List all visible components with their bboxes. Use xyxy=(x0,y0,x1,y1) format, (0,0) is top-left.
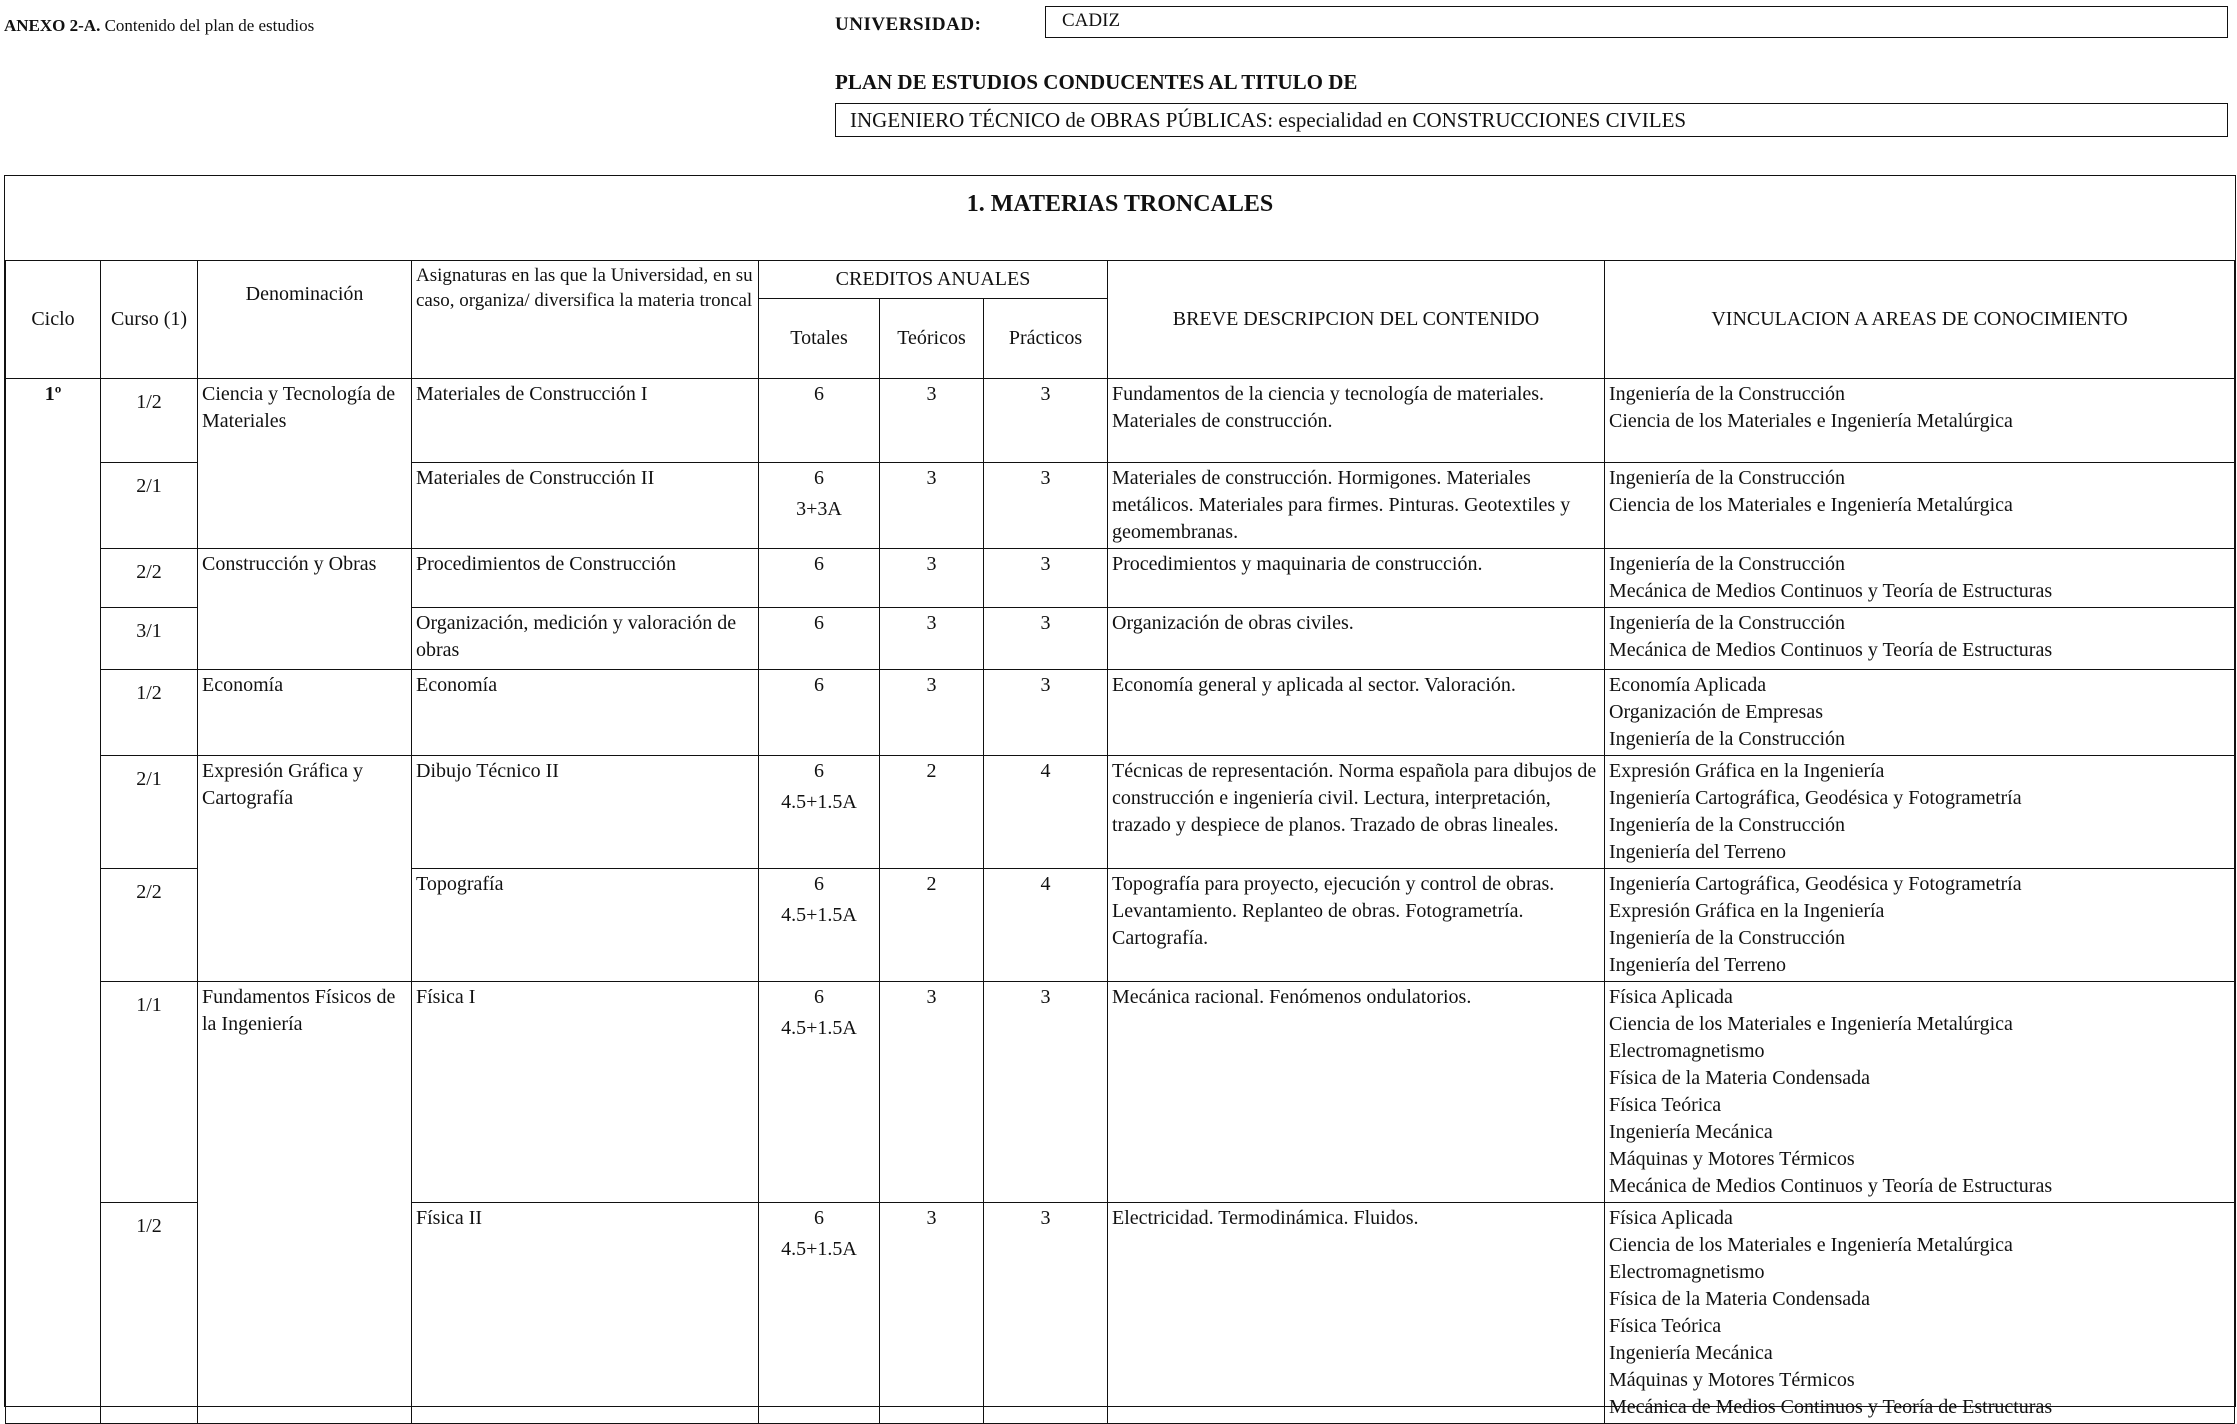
cell-areas xyxy=(1605,756,2235,869)
totales-value: 6 xyxy=(814,612,824,634)
totales-value: 6 xyxy=(814,760,824,782)
cell-teoricos: 3 xyxy=(880,549,984,608)
col-denominacion: Denominación xyxy=(198,261,412,379)
cell-totales xyxy=(759,549,880,608)
area-item: Mecánica de Medios Continuos y Teoría de Estructuras xyxy=(1609,1396,2053,1418)
cell-curso: 2/1 xyxy=(101,756,198,869)
cell-areas xyxy=(1605,463,2235,549)
university-label: UNIVERSIDAD: xyxy=(835,14,982,35)
area-item: Ciencia de los Materiales e Ingeniería Metalúrgica xyxy=(1609,494,2013,516)
col-practicos: Prácticos xyxy=(984,299,1108,379)
cell-denominacion: Construcción y Obras xyxy=(198,549,412,670)
cell-asignatura: Topografía xyxy=(412,869,759,982)
area-item: Ciencia de los Materiales e Ingeniería Metalúrgica xyxy=(1609,1013,2013,1035)
cell-practicos: 3 xyxy=(984,982,1108,1203)
totales-breakdown: 4.5+1.5A xyxy=(781,1017,857,1039)
cell-descripcion: Técnicas de representación. Norma española para dibujos de construcción e ingeniería civil. Lectura, interpretación, trazado y despiece de planos. Trazado de obras lineales. xyxy=(1108,756,1605,869)
col-teoricos: Teóricos xyxy=(880,299,984,379)
cell-asignatura: Física I xyxy=(412,982,759,1203)
area-item: Ingeniería de la Construcción xyxy=(1609,814,1846,836)
area-item: Física de la Materia Condensada xyxy=(1609,1067,1871,1089)
cell-asignatura: Física II xyxy=(412,1203,759,1424)
cell-practicos: 4 xyxy=(984,756,1108,869)
area-item: Ingeniería de la Construcción xyxy=(1609,728,1846,750)
area-item: Ingeniería Cartográfica, Geodésica y Fotogrametría xyxy=(1609,787,2022,809)
area-item: Ingeniería de la Construcción xyxy=(1609,383,1846,405)
cell-descripcion: Materiales de construcción. Hormigones. Materiales metálicos. Materiales para firmes. Pinturas. Geotextiles y geomembranas. xyxy=(1108,463,1605,549)
cell-asignatura: Organización, medición y valoración de obras xyxy=(412,608,759,670)
area-item: Física Teórica xyxy=(1609,1315,1722,1337)
area-item: Mecánica de Medios Continuos y Teoría de Estructuras xyxy=(1609,1175,2053,1197)
cell-curso: 2/1 xyxy=(101,463,198,549)
cell-descripcion: Organización de obras civiles. xyxy=(1108,608,1605,670)
area-item: Expresión Gráfica en la Ingeniería xyxy=(1609,760,1885,782)
col-ciclo: Ciclo xyxy=(6,261,101,379)
totales-value: 6 xyxy=(814,873,824,895)
cell-practicos: 3 xyxy=(984,549,1108,608)
area-item: Ciencia de los Materiales e Ingeniería Metalúrgica xyxy=(1609,410,2013,432)
cell-practicos: 4 xyxy=(984,869,1108,982)
cell-teoricos: 3 xyxy=(880,379,984,463)
area-item: Física de la Materia Condensada xyxy=(1609,1288,1871,1310)
cell-teoricos: 3 xyxy=(880,670,984,756)
cell-areas xyxy=(1605,670,2235,756)
cell-totales xyxy=(759,379,880,463)
area-item: Ciencia de los Materiales e Ingeniería Metalúrgica xyxy=(1609,1234,2013,1256)
cell-totales xyxy=(759,982,880,1203)
totales-breakdown: 4.5+1.5A xyxy=(781,904,857,926)
area-item: Electromagnetismo xyxy=(1609,1261,1765,1283)
cell-descripcion: Fundamentos de la ciencia y tecnología de materiales. Materiales de construcción. xyxy=(1108,379,1605,463)
totales-value: 6 xyxy=(814,986,824,1008)
area-item: Organización de Empresas xyxy=(1609,701,1823,723)
cell-practicos: 3 xyxy=(984,670,1108,756)
area-item: Máquinas y Motores Térmicos xyxy=(1609,1369,1855,1391)
area-item: Economía Aplicada xyxy=(1609,674,1767,696)
cell-descripcion: Procedimientos y maquinaria de construcción. xyxy=(1108,549,1605,608)
plan-title: PLAN DE ESTUDIOS CONDUCENTES AL TITULO DE xyxy=(835,70,1358,94)
cell-denominacion: Ciencia y Tecnología de Materiales xyxy=(198,379,412,549)
area-item: Ingeniería Cartográfica, Geodésica y Fotogrametría xyxy=(1609,873,2022,895)
cell-teoricos: 2 xyxy=(880,869,984,982)
area-item: Ingeniería Mecánica xyxy=(1609,1121,1773,1143)
area-item: Física Teórica xyxy=(1609,1094,1722,1116)
annex-text: Contenido del plan de estudios xyxy=(104,16,315,35)
totales-breakdown: 4.5+1.5A xyxy=(781,1238,857,1260)
area-item: Ingeniería de la Construcción xyxy=(1609,467,1846,489)
cell-areas xyxy=(1605,1203,2235,1424)
cell-teoricos: 3 xyxy=(880,1203,984,1424)
col-curso: Curso (1) xyxy=(101,261,198,379)
area-item: Ingeniería de la Construcción xyxy=(1609,553,1846,575)
area-item: Expresión Gráfica en la Ingeniería xyxy=(1609,900,1885,922)
cell-asignatura: Economía xyxy=(412,670,759,756)
cell-teoricos: 3 xyxy=(880,463,984,549)
cell-denominacion: Expresión Gráfica y Cartografía xyxy=(198,756,412,982)
table-row xyxy=(6,379,2235,463)
cell-curso: 1/1 xyxy=(101,982,198,1203)
cell-curso: 1/2 xyxy=(101,670,198,756)
cell-practicos: 3 xyxy=(984,608,1108,670)
area-item: Ingeniería del Terreno xyxy=(1609,954,1787,976)
totales-value: 6 xyxy=(814,553,824,575)
cell-totales xyxy=(759,608,880,670)
totales-value: 6 xyxy=(814,383,824,405)
cell-descripcion: Economía general y aplicada al sector. Valoración. xyxy=(1108,670,1605,756)
troncales-section xyxy=(4,175,2236,1418)
table-body xyxy=(6,379,2235,1424)
totales-breakdown: 4.5+1.5A xyxy=(781,791,857,813)
cell-curso: 2/2 xyxy=(101,869,198,982)
cell-asignatura: Materiales de Construcción I xyxy=(412,379,759,463)
col-creditos: CREDITOS ANUALES xyxy=(759,261,1108,299)
cell-asignatura: Procedimientos de Construcción xyxy=(412,549,759,608)
area-item: Máquinas y Motores Térmicos xyxy=(1609,1148,1855,1170)
cell-teoricos: 3 xyxy=(880,982,984,1203)
cell-practicos: 3 xyxy=(984,1203,1108,1424)
table-row xyxy=(6,670,2235,756)
section-title: 1. MATERIAS TRONCALES xyxy=(966,191,1274,217)
cell-totales xyxy=(759,756,880,869)
cell-areas xyxy=(1605,608,2235,670)
cell-practicos: 3 xyxy=(984,379,1108,463)
area-item: Ingeniería del Terreno xyxy=(1609,841,1787,863)
col-totales: Totales xyxy=(759,299,880,379)
annex-label: ANEXO 2-A. xyxy=(4,16,101,35)
subjects-table xyxy=(5,260,2235,1424)
degree-field: INGENIERO TÉCNICO de OBRAS PÚBLICAS: especialidad en CONSTRUCCIONES CIVILES xyxy=(835,103,2228,137)
cell-curso: 2/2 xyxy=(101,549,198,608)
area-item: Mecánica de Medios Continuos y Teoría de Estructuras xyxy=(1609,639,2053,661)
table-row xyxy=(6,549,2235,608)
table-row xyxy=(6,756,2235,869)
cell-totales xyxy=(759,670,880,756)
cell-curso: 1/2 xyxy=(101,1203,198,1424)
cell-curso: 1/2 xyxy=(101,379,198,463)
col-asignaturas: Asignaturas en las que la Universidad, en su caso, organiza/ diversifica la materia troncal xyxy=(412,261,759,379)
cell-practicos: 3 xyxy=(984,463,1108,549)
area-item: Ingeniería de la Construcción xyxy=(1609,612,1846,634)
cell-descripcion: Mecánica racional. Fenómenos ondulatorios. xyxy=(1108,982,1605,1203)
table-row xyxy=(6,982,2235,1203)
cell-denominacion: Fundamentos Físicos de la Ingeniería xyxy=(198,982,412,1424)
cell-denominacion: Economía xyxy=(198,670,412,756)
annex-heading xyxy=(4,16,314,36)
cell-teoricos: 2 xyxy=(880,756,984,869)
totales-value: 6 xyxy=(814,1207,824,1229)
col-descripcion: BREVE DESCRIPCION DEL CONTENIDO xyxy=(1108,261,1605,379)
area-item: Mecánica de Medios Continuos y Teoría de Estructuras xyxy=(1609,580,2053,602)
cell-asignatura: Dibujo Técnico II xyxy=(412,756,759,869)
area-item: Física Aplicada xyxy=(1609,1207,1733,1229)
cell-totales xyxy=(759,1203,880,1424)
cell-asignatura: Materiales de Construcción II xyxy=(412,463,759,549)
area-item: Ingeniería Mecánica xyxy=(1609,1342,1773,1364)
cell-ciclo: 1º xyxy=(6,379,101,1424)
university-field: CADIZ xyxy=(1045,6,2228,38)
cell-areas xyxy=(1605,869,2235,982)
area-item: Física Aplicada xyxy=(1609,986,1733,1008)
cell-areas xyxy=(1605,982,2235,1203)
totales-value: 6 xyxy=(814,467,824,489)
cell-teoricos: 3 xyxy=(880,608,984,670)
cell-descripcion: Topografía para proyecto, ejecución y control de obras. Levantamiento. Replanteo de obras. Fotogrametría. Cartografía. xyxy=(1108,869,1605,982)
cell-totales xyxy=(759,463,880,549)
col-vinculacion: VINCULACION A AREAS DE CONOCIMIENTO xyxy=(1605,261,2235,379)
totales-value: 6 xyxy=(814,674,824,696)
cell-areas xyxy=(1605,379,2235,463)
cell-curso: 3/1 xyxy=(101,608,198,670)
area-item: Electromagnetismo xyxy=(1609,1040,1765,1062)
area-item: Ingeniería de la Construcción xyxy=(1609,927,1846,949)
cell-descripcion: Electricidad. Termodinámica. Fluidos. xyxy=(1108,1203,1605,1424)
cell-areas xyxy=(1605,549,2235,608)
totales-breakdown: 3+3A xyxy=(796,498,842,520)
cell-totales xyxy=(759,869,880,982)
